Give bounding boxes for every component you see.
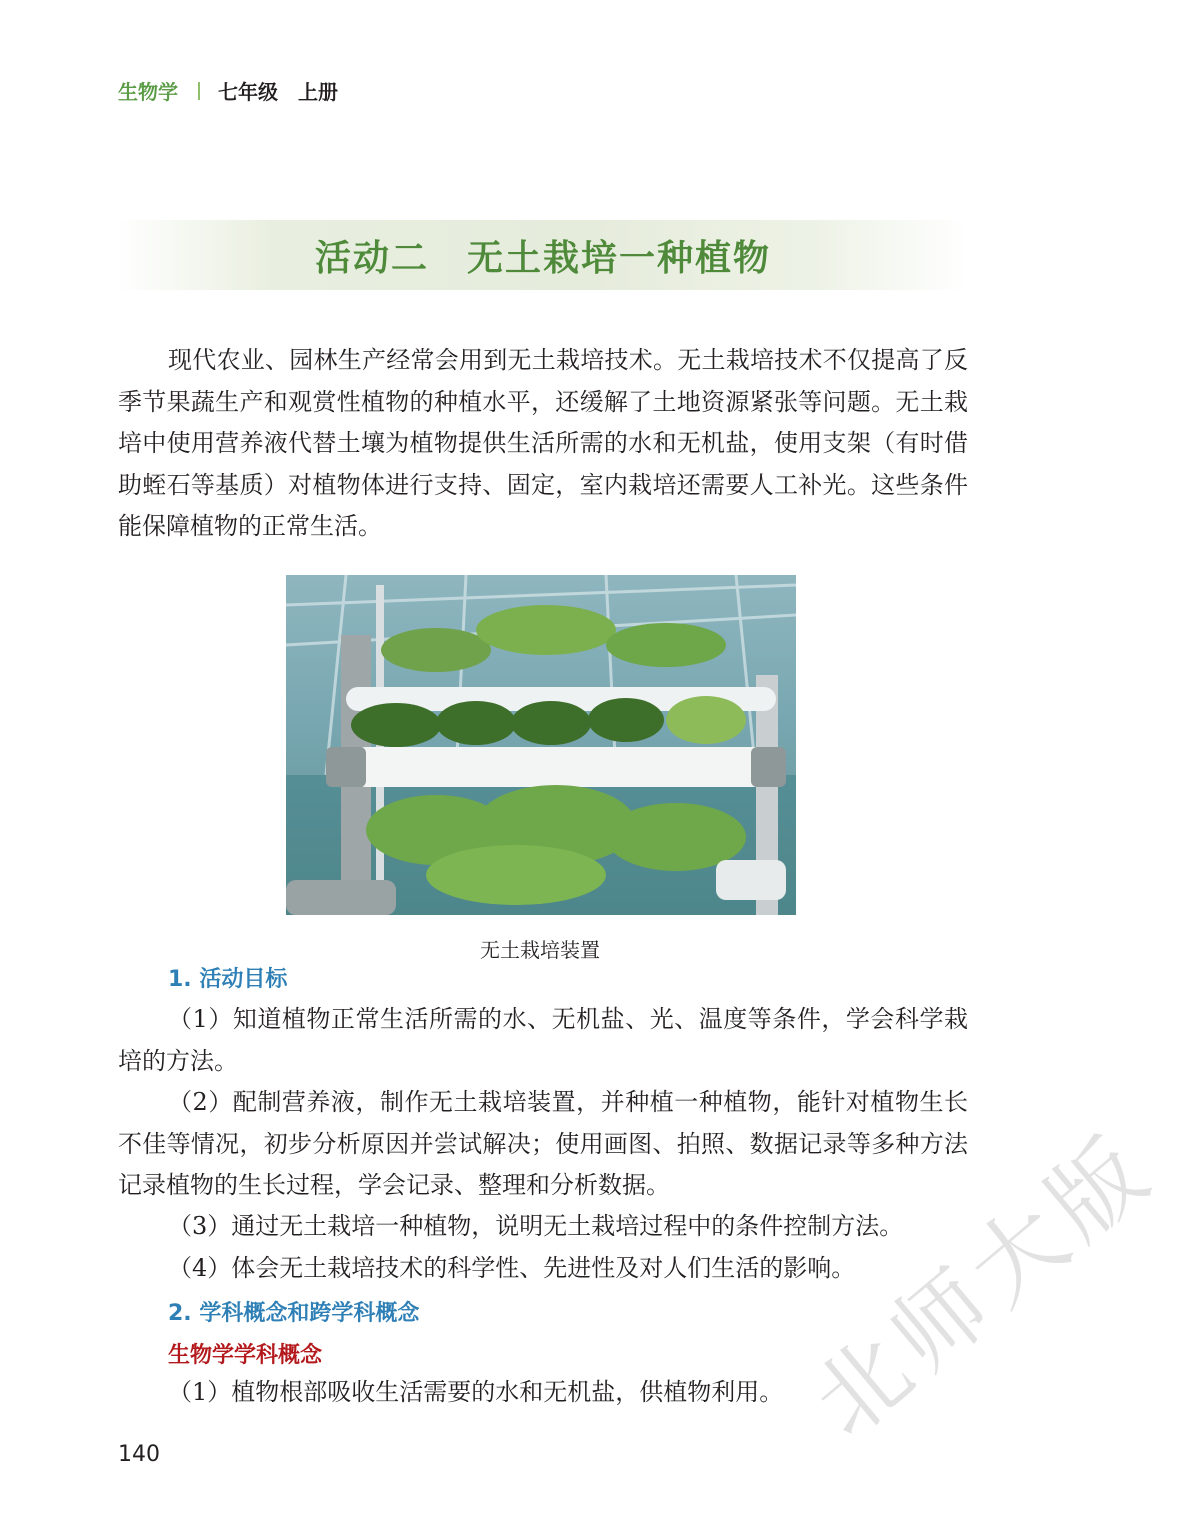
intro-paragraph: 现代农业、园林生产经常会用到无土栽培技术。无土栽培技术不仅提高了反季节果蔬生产和观赏性植物的种植水平，还缓解了土地资源紧张等问题。无土栽培中使用营养液代替土壤为植物提供生活所需的水和无机盐，使用支架（有时借助蛭石等基质）对植物体进行支持、固定，室内栽培还需要人工补光。这些条件能保障植物的正常生活。 (118, 346, 968, 540)
volume-label: 上册 (298, 80, 338, 104)
section-heading-goals: 1. 活动目标 (168, 967, 288, 992)
hydroponics-illustration (286, 575, 796, 915)
goal-item-2: （2）配制营养液，制作无土栽培装置，并种植一种植物，能针对植物生长不佳等情况，初步分析原因并尝试解决；使用画图、拍照、数据记录等多种方法记录植物的生长过程，学会记录、整理和分析数据。 (118, 1088, 968, 1199)
hydroponics-photo (286, 575, 796, 915)
activity-title: 活动二 无土栽培一种植物 (314, 237, 771, 279)
figure-caption: 无土栽培装置 (480, 938, 600, 962)
grade-label: 七年级 (218, 80, 278, 104)
goal-item-1: （1）知道植物正常生活所需的水、无机盐、光、温度等条件，学会科学栽培的方法。 (118, 1005, 968, 1075)
page-number: 140 (118, 1442, 160, 1467)
running-header (118, 76, 338, 105)
title-banner (118, 220, 968, 290)
header-divider (198, 82, 200, 100)
publisher-watermark: 北师大版 (792, 1113, 1175, 1458)
subject-label: 生物学 (118, 80, 178, 104)
biology-concept-heading: 生物学学科概念 (168, 1343, 323, 1368)
section-heading-concepts: 2. 学科概念和跨学科概念 (168, 1301, 420, 1326)
goal-item-4: （4）体会无土栽培技术的科学性、先进性及对人们生活的影响。 (168, 1254, 856, 1282)
goal-item-3: （3）通过无土栽培一种植物，说明无土栽培过程中的条件控制方法。 (168, 1212, 904, 1240)
concept-item-1: （1）植物根部吸收生活需要的水和无机盐，供植物利用。 (168, 1378, 784, 1406)
